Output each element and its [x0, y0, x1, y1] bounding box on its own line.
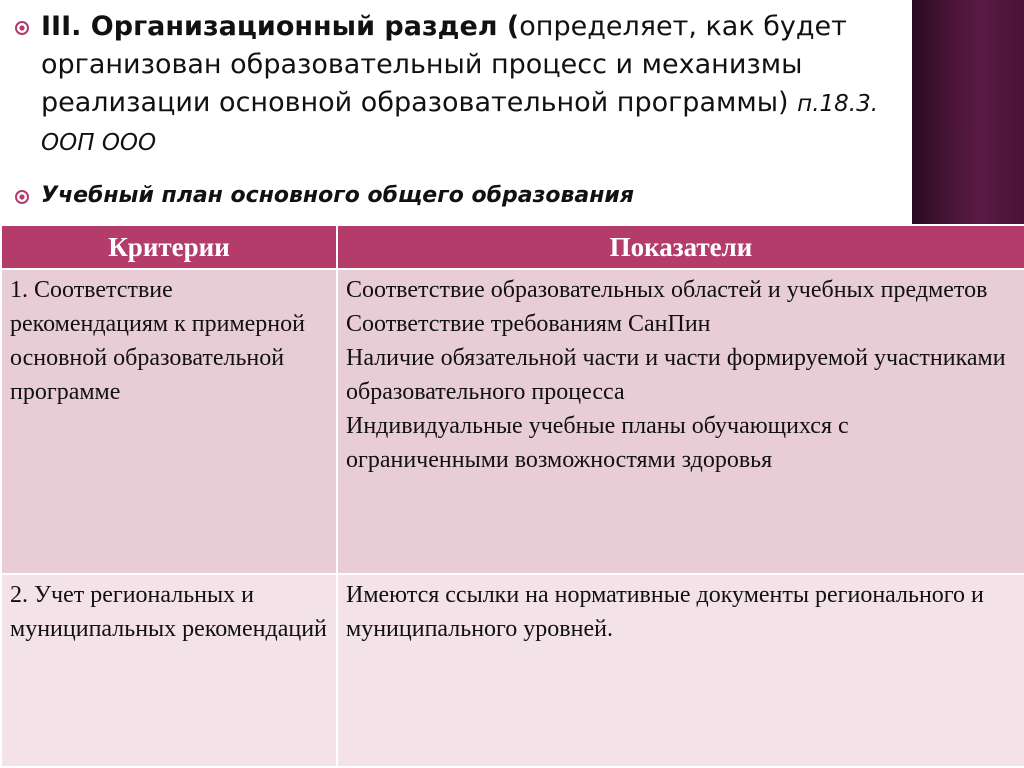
circle-dot-icon: [14, 20, 30, 36]
subheading: Учебный план основного общего образования: [41, 183, 634, 208]
heading-ref: п.18.3. ООП ООО: [41, 91, 879, 156]
indicators-cell: [337, 574, 1024, 767]
heading-bold: III. Организационный раздел (: [41, 11, 520, 42]
indicator-item: Индивидуальные учебные планы обучающихся с ограниченными возможностями здоровья: [346, 413, 849, 473]
circle-dot-icon: [14, 189, 30, 205]
table-header-row: [1, 225, 1024, 269]
indicator-item: Наличие обязательной части и части формируемой участниками образовательного процесса: [346, 345, 1006, 405]
slide-text: [0, 0, 912, 225]
heading-rest: определяет, как будет организован образовательный процесс и механизмы реализации основной образовательной программы): [41, 11, 847, 118]
table-row: [1, 574, 1024, 767]
header-criteria: Критерии: [1, 225, 337, 269]
criterion-cell: 1. Соответствие рекомендациям к примерной основной образовательной программе: [1, 269, 337, 574]
indicator-item: Имеются ссылки на нормативные документы регионального и муниципального уровней.: [346, 582, 984, 642]
indicator-item: Соответствие требованиям СанПин: [346, 311, 711, 337]
section-heading: [41, 8, 911, 162]
decorative-band: [912, 0, 1024, 225]
indicators-cell: [337, 269, 1024, 574]
header-indicators: Показатели: [337, 225, 1024, 269]
table-row: [1, 269, 1024, 574]
indicator-item: Соответствие образовательных областей и учебных предметов: [346, 277, 988, 303]
criteria-table: [0, 224, 1024, 768]
criterion-cell: 2. Учет региональных и муниципальных рекомендаций: [1, 574, 337, 767]
